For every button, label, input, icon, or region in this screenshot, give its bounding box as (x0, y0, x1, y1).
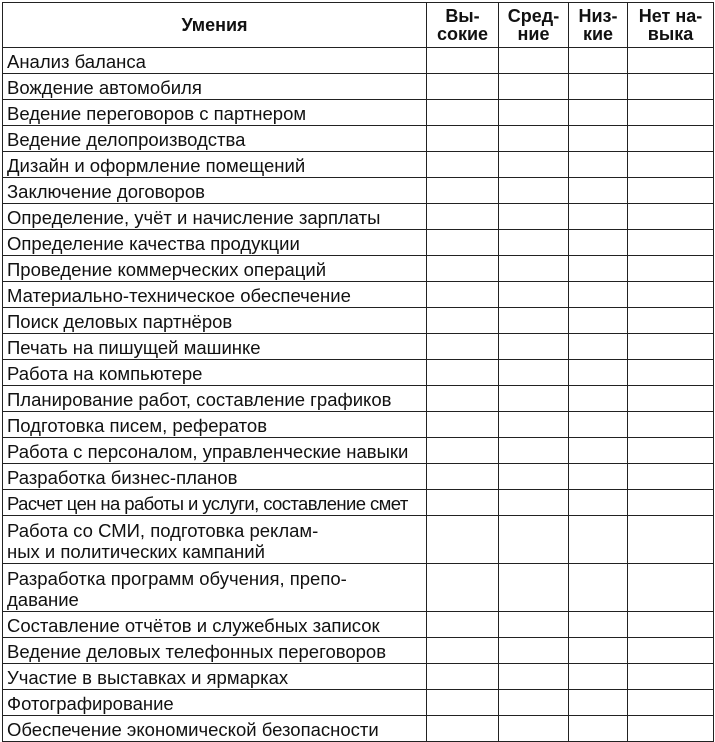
rating-cell-low[interactable] (569, 516, 628, 564)
rating-cell-none[interactable] (628, 716, 714, 742)
header-high-line1: Вы- (445, 6, 480, 26)
skill-cell (3, 74, 427, 100)
rating-cell-medium[interactable] (499, 256, 569, 282)
rating-cell-medium[interactable] (499, 178, 569, 204)
skill-label: Обеспечение экономической безопасности (7, 719, 379, 740)
rating-cell-high[interactable] (427, 516, 499, 564)
table-row (3, 308, 714, 334)
rating-cell-medium[interactable] (499, 516, 569, 564)
rating-cell-medium[interactable] (499, 230, 569, 256)
skill-cell (3, 664, 427, 690)
rating-cell-medium[interactable] (499, 282, 569, 308)
header-skills-label: Умения (181, 15, 248, 35)
skill-label: Ведение переговоров с партнером (7, 103, 307, 124)
header-none-line2: выка (647, 24, 694, 44)
table-row (3, 664, 714, 690)
skill-label: Поиск деловых партнёров (7, 311, 233, 332)
rating-cell-medium[interactable] (499, 308, 569, 334)
rating-cell-none[interactable] (628, 126, 714, 152)
rating-cell-high[interactable] (427, 100, 499, 126)
header-medium-line2: ние (517, 24, 550, 44)
rating-cell-low[interactable] (569, 638, 628, 664)
rating-cell-high[interactable] (427, 48, 499, 74)
rating-cell-high[interactable] (427, 308, 499, 334)
rating-cell-high[interactable] (427, 564, 499, 612)
rating-cell-medium[interactable] (499, 334, 569, 360)
rating-cell-low[interactable] (569, 716, 628, 742)
skill-label: Составление отчётов и служебных записок (7, 615, 380, 636)
skill-cell (3, 230, 427, 256)
rating-cell-none[interactable] (628, 438, 714, 464)
skill-label: Планирование работ, составление графиков (7, 389, 392, 410)
table-row (3, 564, 714, 612)
skill-label-line: давание (7, 589, 79, 610)
rating-cell-high[interactable] (427, 664, 499, 690)
table-row (3, 412, 714, 438)
rating-cell-high[interactable] (427, 386, 499, 412)
skill-label: Ведение делопроизводства (7, 129, 246, 150)
rating-cell-none[interactable] (628, 152, 714, 178)
rating-cell-none[interactable] (628, 100, 714, 126)
skill-label: Определение качества продукции (7, 233, 300, 254)
table-row (3, 178, 714, 204)
rating-cell-low[interactable] (569, 48, 628, 74)
rating-cell-low[interactable] (569, 612, 628, 638)
rating-cell-medium[interactable] (499, 490, 569, 516)
skill-cell (3, 126, 427, 152)
rating-cell-low[interactable] (569, 690, 628, 716)
table-row (3, 334, 714, 360)
skill-cell (3, 100, 427, 126)
table-row (3, 100, 714, 126)
skill-label-line: ных и политических кампаний (7, 541, 265, 562)
skill-label: Работа на компьютере (7, 363, 203, 384)
rating-cell-none[interactable] (628, 564, 714, 612)
skill-cell (3, 490, 427, 516)
table-row (3, 126, 714, 152)
rating-cell-medium[interactable] (499, 612, 569, 638)
skill-cell (3, 334, 427, 360)
skill-cell (3, 638, 427, 664)
rating-cell-low[interactable] (569, 490, 628, 516)
rating-cell-medium[interactable] (499, 126, 569, 152)
skill-cell (3, 386, 427, 412)
rating-cell-low[interactable] (569, 360, 628, 386)
rating-cell-high[interactable] (427, 204, 499, 230)
rating-cell-high[interactable] (427, 178, 499, 204)
table-row (3, 438, 714, 464)
rating-cell-none[interactable] (628, 490, 714, 516)
skill-cell (3, 178, 427, 204)
rating-cell-none[interactable] (628, 464, 714, 490)
skill-label: Вождение автомобиля (7, 77, 202, 98)
rating-cell-low[interactable] (569, 438, 628, 464)
table-row (3, 638, 714, 664)
table-row (3, 516, 714, 564)
table-row (3, 716, 714, 742)
skill-label: Фотографирование (7, 693, 174, 714)
header-medium-line1: Сред- (507, 6, 560, 26)
rating-cell-high[interactable] (427, 490, 499, 516)
header-high (427, 3, 499, 48)
rating-cell-medium[interactable] (499, 48, 569, 74)
skill-label-line: Работа со СМИ, подготовка реклам- (7, 520, 319, 541)
rating-cell-low[interactable] (569, 256, 628, 282)
skill-cell (3, 48, 427, 74)
rating-cell-high[interactable] (427, 230, 499, 256)
rating-cell-low[interactable] (569, 308, 628, 334)
header-medium (499, 3, 569, 48)
rating-cell-low[interactable] (569, 152, 628, 178)
rating-cell-high[interactable] (427, 612, 499, 638)
rating-cell-high[interactable] (427, 464, 499, 490)
rating-cell-high[interactable] (427, 126, 499, 152)
skill-label: Участие в выставках и ярмарках (7, 667, 289, 688)
rating-cell-high[interactable] (427, 152, 499, 178)
table-row (3, 612, 714, 638)
rating-cell-high[interactable] (427, 256, 499, 282)
skill-label: Определение, учёт и начисление зарплаты (7, 207, 381, 228)
skill-label: Ведение деловых телефонных переговоров (7, 641, 387, 662)
rating-cell-none[interactable] (628, 178, 714, 204)
header-none-line1: Нет на- (638, 6, 703, 26)
skill-cell (3, 360, 427, 386)
table-row (3, 360, 714, 386)
skill-label: Разработка бизнес-планов (7, 467, 238, 488)
rating-cell-high[interactable] (427, 438, 499, 464)
rating-cell-low[interactable] (569, 412, 628, 438)
header-low-line1: Низ- (578, 6, 618, 26)
rating-cell-medium[interactable] (499, 152, 569, 178)
skill-cell (3, 464, 427, 490)
table-row (3, 690, 714, 716)
skill-label: Проведение коммерческих операций (7, 259, 327, 280)
rating-cell-none[interactable] (628, 516, 714, 564)
skill-cell (3, 256, 427, 282)
table-row (3, 152, 714, 178)
skill-label-line: Разработка программ обучения, препо- (7, 568, 347, 589)
rating-cell-none[interactable] (628, 612, 714, 638)
rating-cell-low[interactable] (569, 564, 628, 612)
header-low (569, 3, 628, 48)
rating-cell-high[interactable] (427, 74, 499, 100)
table-row (3, 490, 714, 516)
table-row (3, 48, 714, 74)
rating-cell-medium[interactable] (499, 690, 569, 716)
skill-label: Анализ баланса (7, 51, 146, 72)
skill-cell (3, 152, 427, 178)
skill-cell (3, 308, 427, 334)
rating-cell-high[interactable] (427, 690, 499, 716)
rating-cell-medium[interactable] (499, 464, 569, 490)
skill-cell (3, 612, 427, 638)
table-row (3, 204, 714, 230)
rating-cell-medium[interactable] (499, 438, 569, 464)
rating-cell-none[interactable] (628, 74, 714, 100)
table-row (3, 282, 714, 308)
rating-cell-none[interactable] (628, 664, 714, 690)
rating-cell-none[interactable] (628, 282, 714, 308)
rating-cell-high[interactable] (427, 360, 499, 386)
rating-cell-none[interactable] (628, 638, 714, 664)
rating-cell-high[interactable] (427, 334, 499, 360)
header-row (3, 3, 714, 48)
header-high-line2: сокие (436, 24, 489, 44)
skill-cell (3, 690, 427, 716)
rating-cell-medium[interactable] (499, 716, 569, 742)
skill-cell (3, 412, 427, 438)
skill-cell (3, 564, 427, 612)
header-low-line2: кие (582, 24, 614, 44)
rating-cell-medium[interactable] (499, 638, 569, 664)
rating-cell-none[interactable] (628, 204, 714, 230)
rating-cell-medium[interactable] (499, 564, 569, 612)
skill-cell (3, 204, 427, 230)
rating-cell-medium[interactable] (499, 74, 569, 100)
rating-cell-none[interactable] (628, 386, 714, 412)
table-row (3, 74, 714, 100)
rating-cell-low[interactable] (569, 100, 628, 126)
skill-cell (3, 716, 427, 742)
skill-label: Дизайн и оформление помещений (7, 155, 306, 176)
rating-cell-high[interactable] (427, 716, 499, 742)
skill-label: Материально-техническое обеспечение (7, 285, 351, 306)
skill-cell (3, 438, 427, 464)
rating-cell-none[interactable] (628, 230, 714, 256)
skills-table (2, 2, 714, 742)
header-none (628, 3, 714, 48)
rating-cell-none[interactable] (628, 360, 714, 386)
skill-label: Подготовка писем, рефератов (7, 415, 268, 436)
rating-cell-medium[interactable] (499, 360, 569, 386)
rating-cell-medium[interactable] (499, 412, 569, 438)
skill-label: Работа с персоналом, управленческие навыки (7, 441, 409, 462)
rating-cell-low[interactable] (569, 74, 628, 100)
skill-label: Печать на пишущей машинке (7, 337, 261, 358)
rating-cell-medium[interactable] (499, 204, 569, 230)
rating-cell-medium[interactable] (499, 664, 569, 690)
rating-cell-low[interactable] (569, 204, 628, 230)
rating-cell-high[interactable] (427, 282, 499, 308)
header-skills (3, 3, 427, 48)
skill-cell (3, 282, 427, 308)
rating-cell-low[interactable] (569, 664, 628, 690)
rating-cell-none[interactable] (628, 690, 714, 716)
rating-cell-low[interactable] (569, 282, 628, 308)
rating-cell-none[interactable] (628, 48, 714, 74)
table-row (3, 230, 714, 256)
rating-cell-none[interactable] (628, 256, 714, 282)
rating-cell-medium[interactable] (499, 100, 569, 126)
skill-cell (3, 516, 427, 564)
rating-cell-low[interactable] (569, 386, 628, 412)
table-row (3, 256, 714, 282)
table-row (3, 386, 714, 412)
rating-cell-low[interactable] (569, 334, 628, 360)
rating-cell-high[interactable] (427, 412, 499, 438)
rating-cell-none[interactable] (628, 412, 714, 438)
rating-cell-low[interactable] (569, 178, 628, 204)
rating-cell-low[interactable] (569, 464, 628, 490)
skill-label: Заключение договоров (7, 181, 205, 202)
table-row (3, 464, 714, 490)
rating-cell-medium[interactable] (499, 386, 569, 412)
skill-label: Расчет цен на работы и услуги, составление смет (7, 493, 408, 514)
rating-cell-none[interactable] (628, 334, 714, 360)
rating-cell-high[interactable] (427, 638, 499, 664)
rating-cell-low[interactable] (569, 230, 628, 256)
rating-cell-low[interactable] (569, 126, 628, 152)
rating-cell-none[interactable] (628, 308, 714, 334)
